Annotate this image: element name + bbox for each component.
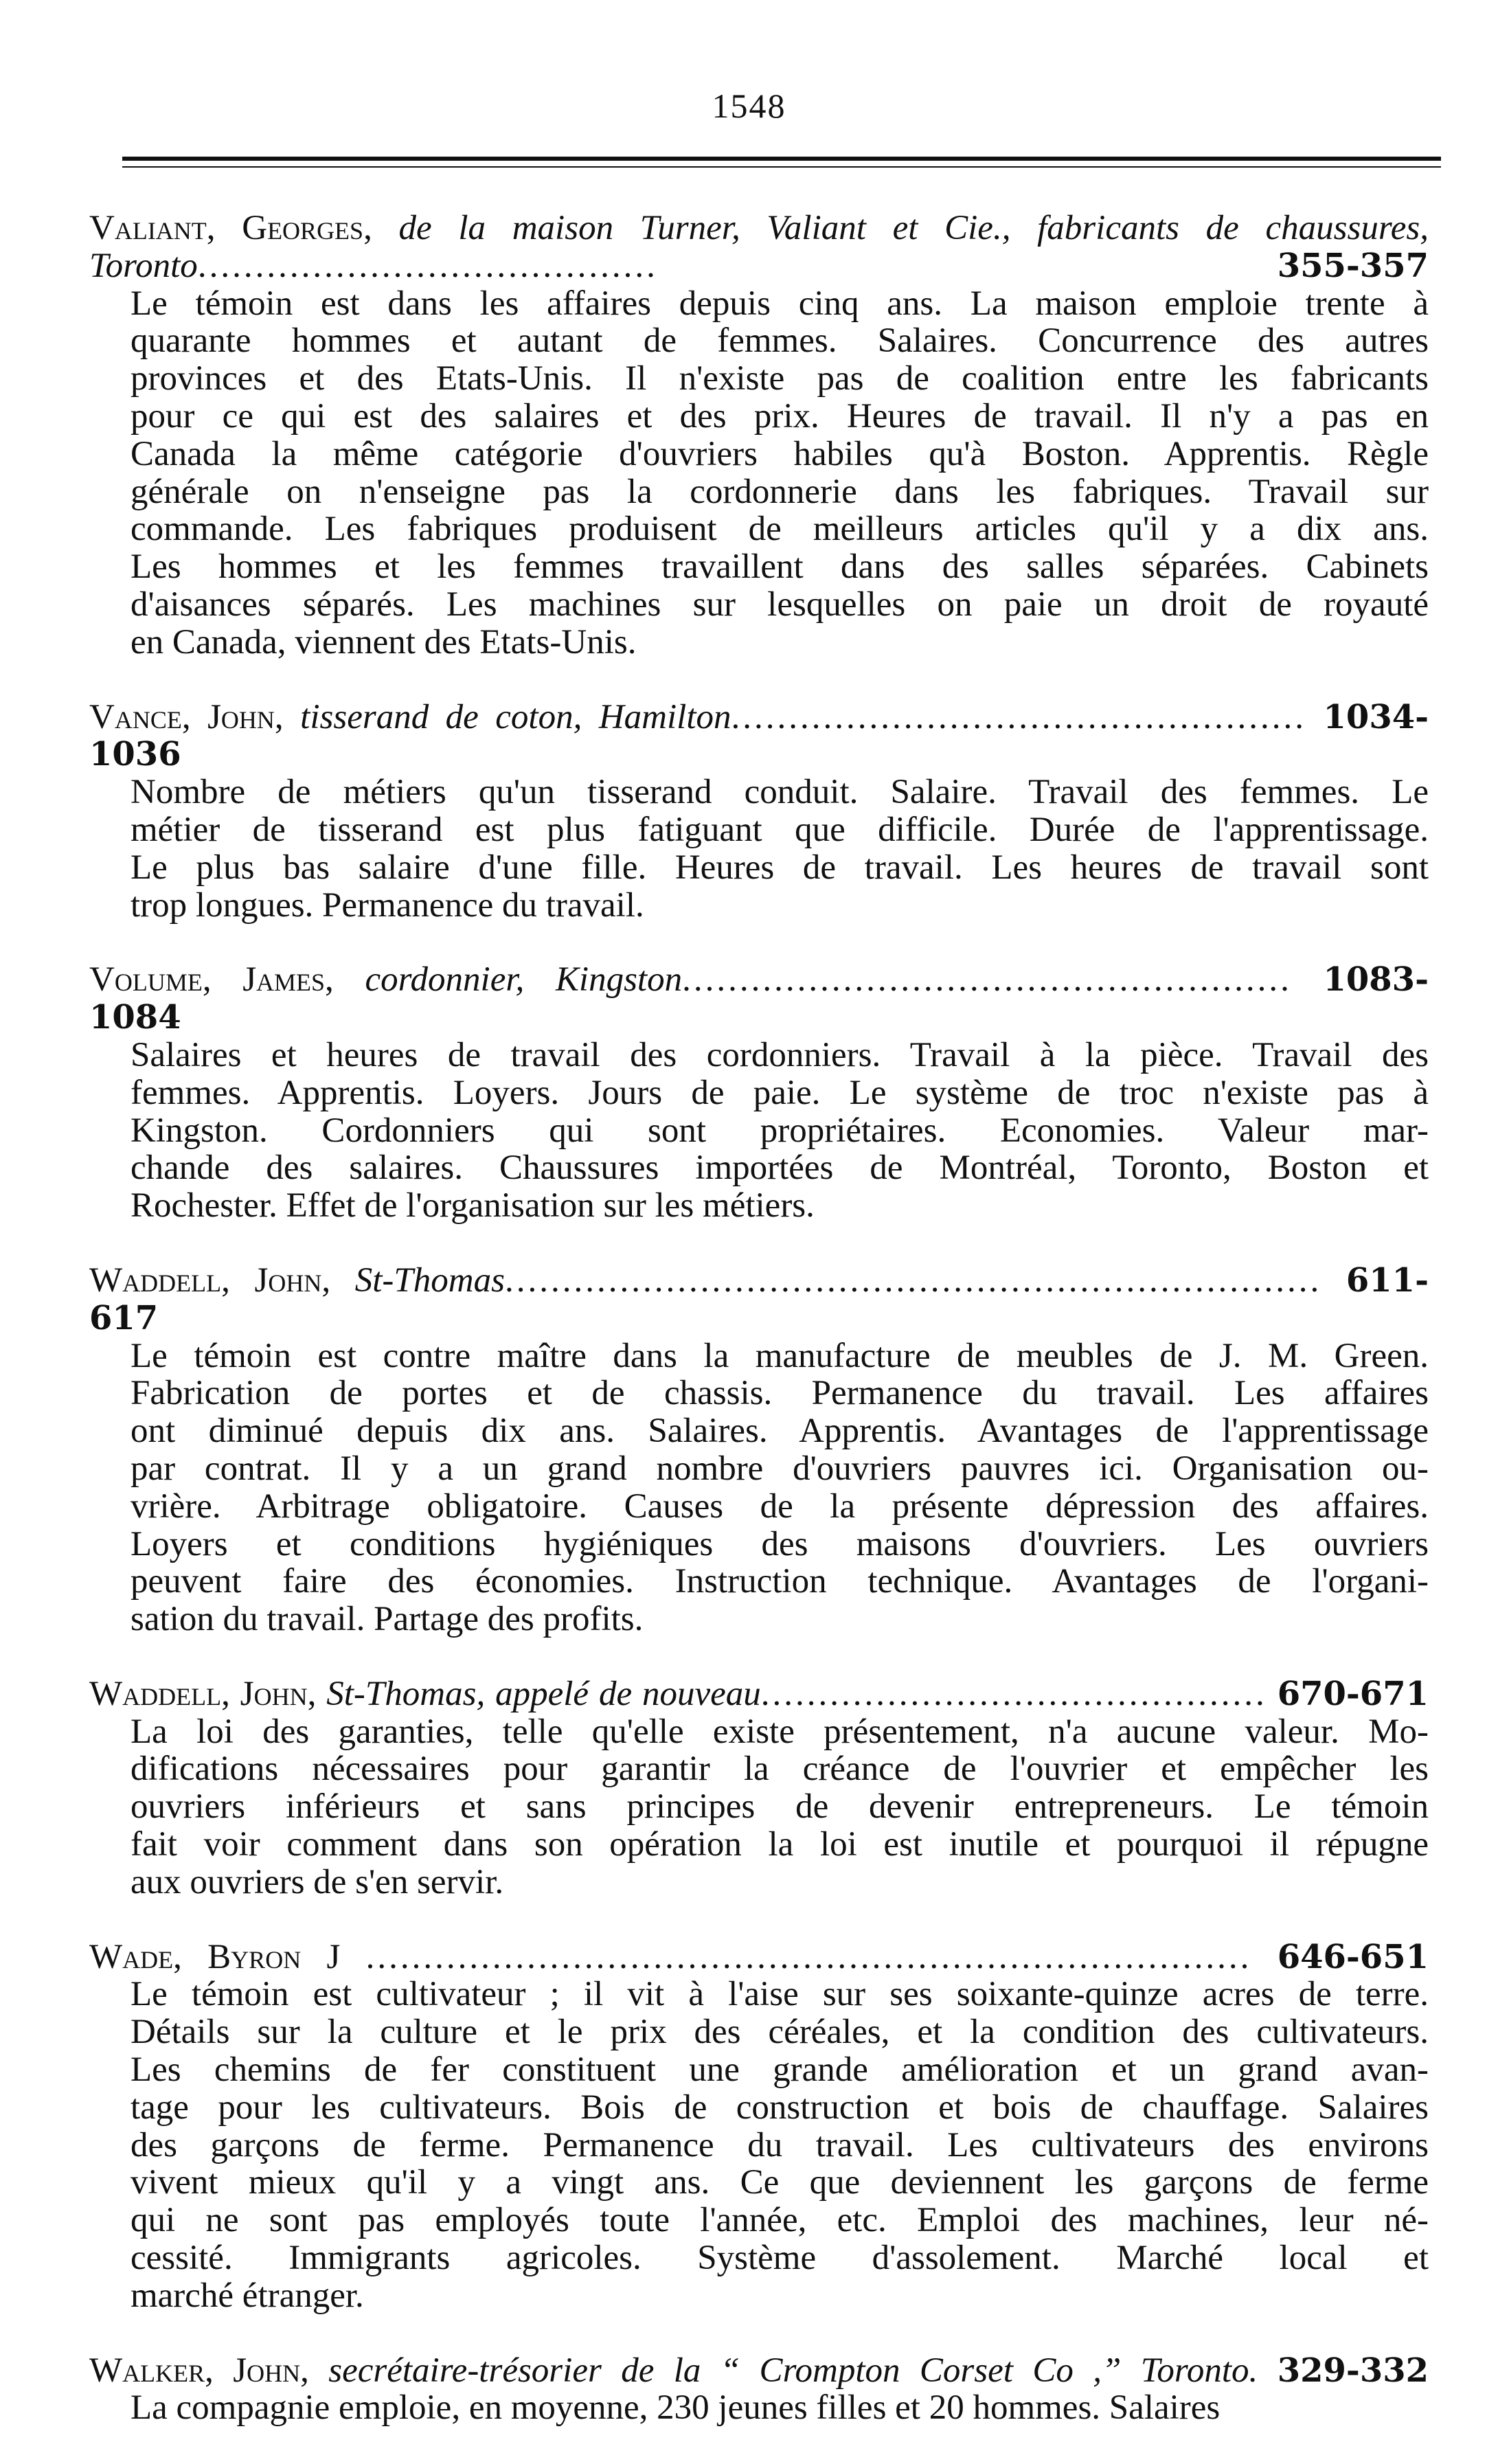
summary-line: Le témoin est cultivateur ; il vit à l'aise sur ses soixante-quinze acres de terre. xyxy=(130,1975,1429,2014)
entry-leader-dots: .................................................. xyxy=(731,697,1307,736)
entry-leader-dots: ............................................................................. xyxy=(365,1937,1252,1976)
summary-line: cessité. Immigrants agricoles. Système d'assolement. Marché local et xyxy=(130,2239,1429,2278)
entry-summary xyxy=(89,1713,1429,1901)
summary-line: qui ne sont pas employés toute l'année, etc. Emploi des machines, leur né- xyxy=(130,2201,1429,2240)
entry-description: tisserand de coton, Hamilton xyxy=(300,697,731,736)
summary-line: sation du travail. Partage des profits. xyxy=(130,1600,644,1639)
summary-line: femmes. Apprentis. Loyers. Jours de paie. Le système de troc n'existe pas à xyxy=(130,1073,1429,1112)
entry-summary xyxy=(89,1037,1429,1225)
entry-heading xyxy=(89,1262,1429,1337)
entry-name: Vance, John, xyxy=(89,697,284,736)
summary-line: trop longues. Permanence du travail. xyxy=(130,885,644,925)
summary-line: aux ouvriers de s'en servir. xyxy=(130,1862,504,1901)
summary-line: Détails sur la culture et le prix des céréales, et la condition des cultivateurs. xyxy=(130,2013,1429,2052)
summary-line: marché étranger. xyxy=(130,2276,364,2315)
entry-summary xyxy=(89,773,1429,924)
summary-line: peuvent faire des économies. Instruction technique. Avantages de l'organi- xyxy=(130,1562,1429,1601)
summary-line: Rochester. Effet de l'organisation sur les métiers. xyxy=(130,1186,815,1225)
entry-summary xyxy=(89,1976,1429,2314)
page-number: 1548 xyxy=(712,87,786,125)
summary-line: fait voir comment dans son opération la loi est inutile et pourquoi il répugne xyxy=(130,1825,1429,1864)
summary-line: Nombre de métiers qu'un tisserand conduit. Salaire. Travail des femmes. Le xyxy=(130,773,1429,812)
entry-summary xyxy=(89,1337,1429,1638)
summary-line: difications nécessaires pour garantir la créance de l'ouvrier et empêcher les xyxy=(130,1750,1429,1789)
index-entry xyxy=(89,1939,1429,2315)
entry-page-range: 1083-1084 xyxy=(89,960,1429,1037)
summary-line: provinces et des Etats-Unis. Il n'existe pas de coalition entre les fabricants xyxy=(130,359,1429,398)
entry-heading xyxy=(89,210,1429,285)
summary-line: Les chemins de fer constituent une grande amélioration et un grand avan- xyxy=(130,2050,1429,2090)
summary-line: vrière. Arbitrage obligatoire. Causes de la présente dépression des affaires. xyxy=(130,1487,1429,1526)
entry-name: Walker, John, xyxy=(89,2351,309,2390)
summary-line: Le plus bas salaire d'une fille. Heures de travail. Les heures de travail sont xyxy=(130,848,1429,887)
entry-name: Valiant, Georges, xyxy=(89,209,372,247)
summary-line: ont diminué depuis dix ans. Salaires. Apprentis. Avantages de l'apprentissage xyxy=(130,1412,1429,1451)
entry-leader-dots: ............................................ xyxy=(760,1674,1267,1713)
summary-line: des garçons de ferme. Permanence du travail. Les cultivateurs des environs xyxy=(130,2125,1429,2165)
summary-line: Le témoin est dans les affaires depuis cinq ans. La maison emploie trente à xyxy=(130,284,1429,323)
entry-name: Volume, James, xyxy=(89,960,334,999)
index-entry xyxy=(89,1675,1429,1901)
summary-line: ouvriers inférieurs et sans principes de devenir entrepreneurs. Le témoin xyxy=(130,1787,1429,1827)
entry-page-range: 329-332 xyxy=(1277,2351,1429,2390)
summary-line: par contrat. Il y a un grand nombre d'ouvriers pauvres ici. Organisation ou- xyxy=(130,1449,1429,1488)
summary-line: Le témoin est contre maître dans la manufacture de meubles de J. M. Green. xyxy=(130,1336,1429,1375)
entry-heading xyxy=(89,961,1429,1037)
entry-summary xyxy=(89,2389,1429,2427)
summary-line: quarante hommes et autant de femmes. Salaires. Concurrence des autres xyxy=(130,321,1429,361)
entry-heading xyxy=(89,1939,1429,1976)
entry-page-range: 1034-1036 xyxy=(89,697,1429,774)
header-rule-thin xyxy=(122,166,1441,168)
summary-line: en Canada, viennent des Etats-Unis. xyxy=(130,622,637,662)
summary-line: métier de tisserand est plus fatiguant que difficile. Durée de l'apprentissage. xyxy=(130,810,1429,849)
entry-page-range: 670-671 xyxy=(1277,1674,1429,1713)
index-entry xyxy=(89,1262,1429,1638)
entry-description: cordonnier, Kingston xyxy=(365,960,683,999)
summary-line: pour ce qui est des salaires et des prix. Heures de travail. Il n'y a pas en xyxy=(130,396,1429,436)
summary-line: d'aisances séparés. Les machines sur lesquelles on paie un droit de royauté xyxy=(130,585,1429,624)
summary-line: générale on n'enseigne pas la cordonnerie dans les fabriques. Travail sur xyxy=(130,472,1429,511)
entry-page-range: 646-651 xyxy=(1277,1937,1429,1976)
entry-description: St-Thomas, appelé de nouveau xyxy=(326,1674,761,1713)
summary-line: Loyers et conditions hygiéniques des maisons d'ouvriers. Les ouvriers xyxy=(130,1524,1429,1563)
summary-line: Fabrication de portes et de chassis. Permanence du travail. Les affaires xyxy=(130,1374,1429,1413)
summary-line: Salaires et heures de travail des cordonniers. Travail à la pièce. Travail des xyxy=(130,1035,1429,1074)
entry-summary xyxy=(89,285,1429,662)
entry-heading xyxy=(89,2352,1429,2390)
summary-line: La loi des garanties, telle qu'elle existe présentement, n'a aucune valeur. Mo- xyxy=(130,1712,1429,1751)
entry-leader-dots: ....................................................................... xyxy=(504,1261,1322,1300)
index-entry xyxy=(89,961,1429,1225)
summary-line: chande des salaires. Chaussures importées de Montréal, Toronto, Boston et xyxy=(130,1149,1429,1188)
summary-line: tage pour les cultivateurs. Bois de construction et bois de chauffage. Salaires xyxy=(130,2088,1429,2127)
entry-heading xyxy=(89,1675,1429,1713)
index-entry xyxy=(89,210,1429,662)
entry-page-range: 611-617 xyxy=(89,1261,1429,1337)
summary-line: commande. Les fabriques produisent de meilleurs articles qu'il y a dix ans. xyxy=(130,510,1429,549)
summary-line: Canada la même catégorie d'ouvriers habiles qu'à Boston. Apprentis. Règle xyxy=(130,434,1429,473)
index-entry xyxy=(89,699,1429,925)
entry-name: Wade, Byron J xyxy=(89,1937,341,1976)
entry-heading xyxy=(89,699,1429,774)
summary-line: La compagnie emploie, en moyenne, 230 jeunes filles et 20 hommes. Salaires xyxy=(130,2388,1221,2428)
summary-line: Kingston. Cordonniers qui sont propriétaires. Economies. Valeur mar- xyxy=(130,1111,1429,1150)
entry-leader-dots: ..................................................... xyxy=(682,960,1292,999)
entry-page-range: 355-357 xyxy=(1277,246,1429,285)
header-rule-thick xyxy=(122,157,1441,161)
index-entry xyxy=(89,2352,1429,2428)
entry-name: Waddell, John, xyxy=(89,1261,331,1300)
summary-line: Les hommes et les femmes travaillent dans des salles séparées. Cabinets xyxy=(130,547,1429,587)
entry-description: de la maison Turner, Valiant et Cie., fabricants de chaussures, Toronto xyxy=(89,209,1429,285)
summary-line: vivent mieux qu'il y a vingt ans. Ce que deviennent les garçons de ferme xyxy=(130,2163,1429,2202)
index-entries xyxy=(89,210,1429,2464)
entry-description: St-Thomas xyxy=(354,1261,505,1300)
entry-name: Waddell, John, xyxy=(89,1674,317,1713)
entry-leader-dots: ........................................ xyxy=(197,246,658,285)
entry-description: secrétaire-trésorier de la “ Crompton Corset Co ,” Toronto. xyxy=(328,2351,1258,2390)
